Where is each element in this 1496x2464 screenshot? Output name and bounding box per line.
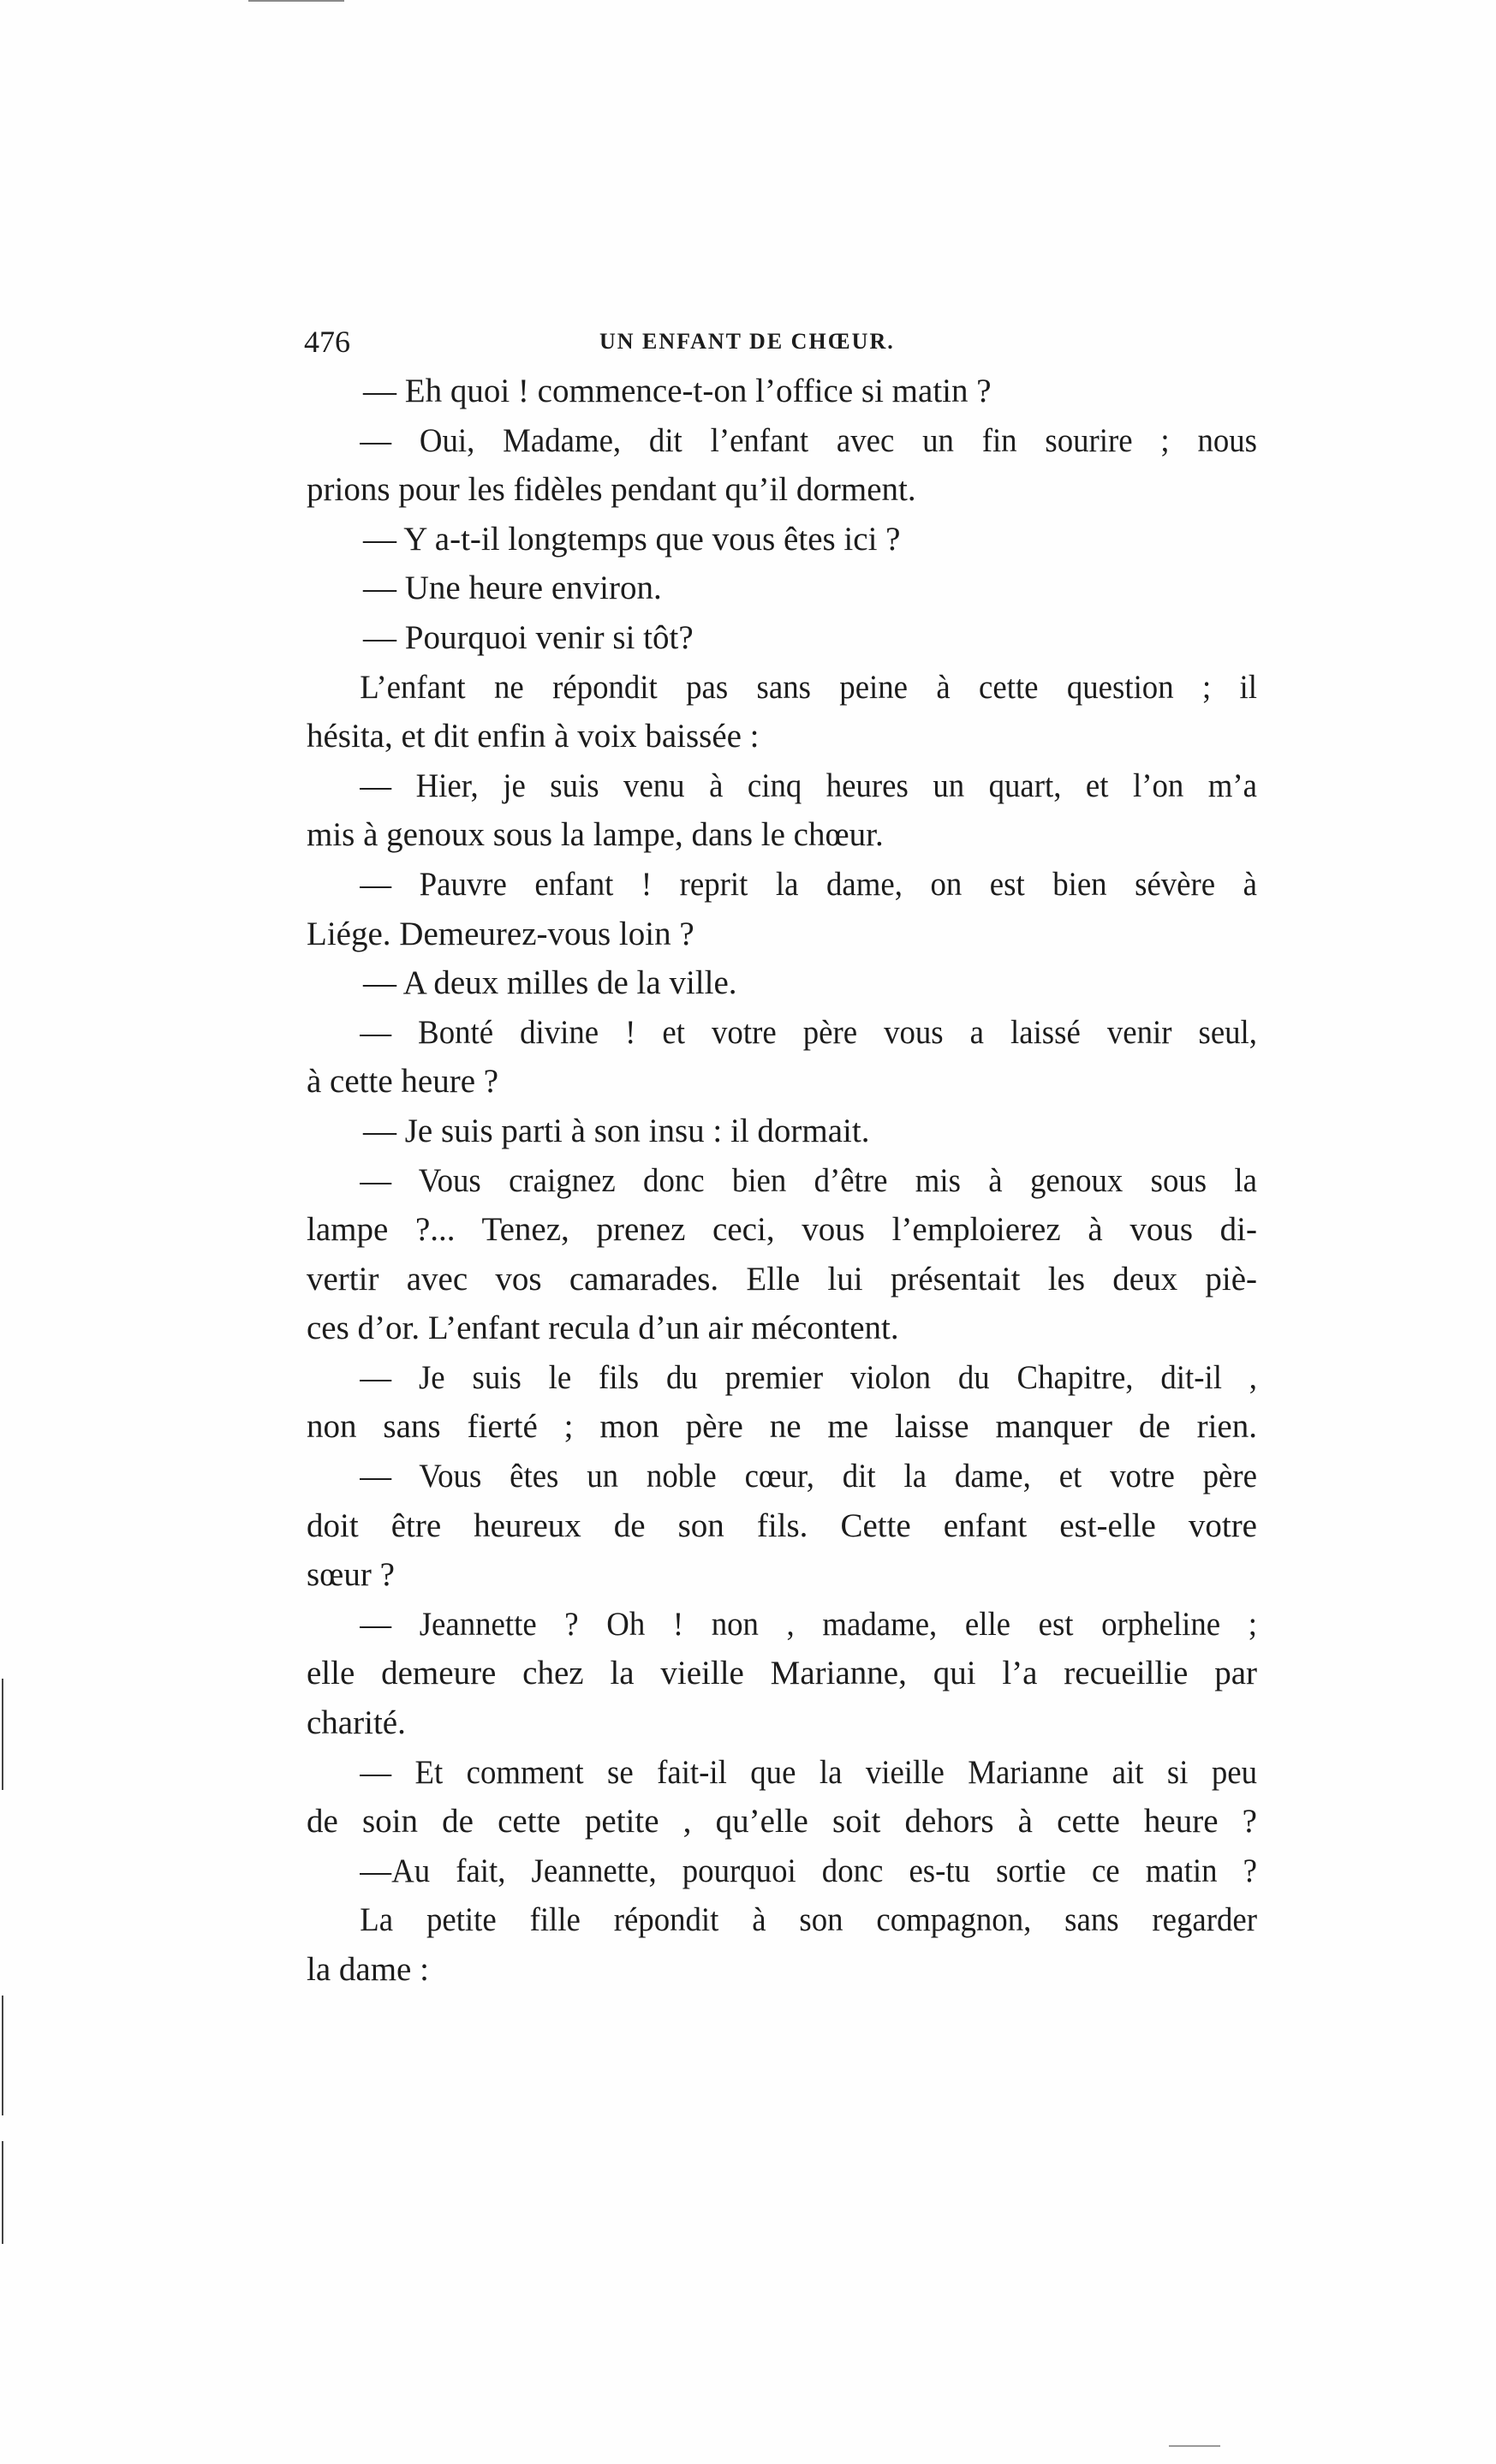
text-line: — A deux milles de la ville.	[363, 964, 737, 1002]
top-edge-rule	[248, 0, 344, 2]
text-line: — Vous craignez donc bien d’être mis à genoux sous la	[360, 1161, 1258, 1199]
page-header	[304, 324, 1272, 367]
text-line: à cette heure ?	[307, 1063, 499, 1101]
text-line: — Une heure environ.	[363, 570, 662, 607]
text-line: ces d’or. L’enfant recula d’un air mécontent.	[307, 1310, 899, 1347]
text-line: elle demeure chez la vieille Marianne, qui l’a recueillie par	[307, 1655, 1257, 1692]
text-line: — Et comment se fait-il que la vieille Marianne ait si peu	[360, 1753, 1258, 1791]
text-line: Liége. Demeurez-vous loin ?	[307, 915, 694, 952]
scan-margin-mark	[2, 1996, 3, 2115]
text-line: charité.	[307, 1704, 406, 1742]
text-line: de soin de cette petite , qu’elle soit dehors à cette heure ?	[307, 1803, 1257, 1841]
text-line: doit être heureux de son fils. Cette enfant est-elle votre	[307, 1506, 1257, 1544]
text-line: lampe ?... Tenez, prenez ceci, vous l’emploierez à vous di-	[307, 1211, 1257, 1249]
running-title: UN ENFANT DE CHŒUR.	[599, 329, 895, 354]
page-number: 476	[304, 325, 350, 359]
text-line: — Jeannette ? Oh ! non , madame, elle est orpheline ;	[360, 1605, 1258, 1643]
body-text	[307, 367, 1257, 1995]
scan-margin-mark	[2, 1679, 3, 1790]
text-line: — Pauvre enfant ! reprit la dame, on est bien sévère à	[360, 865, 1258, 903]
text-line: prions pour les fidèles pendant qu’il dorment.	[307, 471, 916, 509]
text-line: —Au fait, Jeannette, pourquoi donc es-tu sortie ce matin ?	[360, 1852, 1258, 1889]
text-line: — Oui, Madame, dit l’enfant avec un fin sourire ; nous	[360, 421, 1258, 459]
text-line: — Pourquoi venir si tôt?	[363, 618, 694, 656]
text-line: — Y a-t-il longtemps que vous êtes ici ?	[363, 520, 901, 558]
scan-margin-mark	[2, 2141, 3, 2244]
text-line: — Je suis parti à son insu : il dormait.	[363, 1112, 870, 1149]
text-line: non sans fierté ; mon père ne me laisse manquer de rien.	[307, 1408, 1257, 1446]
text-line: — Vous êtes un noble cœur, dit la dame, et votre père	[360, 1458, 1258, 1495]
text-line: vertir avec vos camarades. Elle lui présentait les deux piè-	[307, 1260, 1257, 1298]
text-line: hésita, et dit enfin à voix baissée :	[307, 718, 760, 755]
scan-margin-mark	[1169, 2445, 1220, 2447]
text-line: — Je suis le fils du premier violon du Chapitre, dit-il ,	[360, 1358, 1258, 1396]
text-line: — Bonté divine ! et votre père vous a laissé venir seul,	[360, 1013, 1258, 1051]
text-line: — Hier, je suis venu à cinq heures un quart, et l’on m’a	[360, 767, 1258, 804]
text-line: mis à genoux sous la lampe, dans le chœur.	[307, 816, 884, 854]
text-line: La petite fille répondit à son compagnon, sans regarder	[360, 1901, 1258, 1939]
text-line: sœur ?	[307, 1556, 395, 1594]
text-line: la dame :	[307, 1951, 429, 1988]
text-line: — Eh quoi ! commence-t-on l’office si matin ?	[363, 373, 992, 409]
text-line: L’enfant ne répondit pas sans peine à cette question ; il	[360, 668, 1258, 706]
